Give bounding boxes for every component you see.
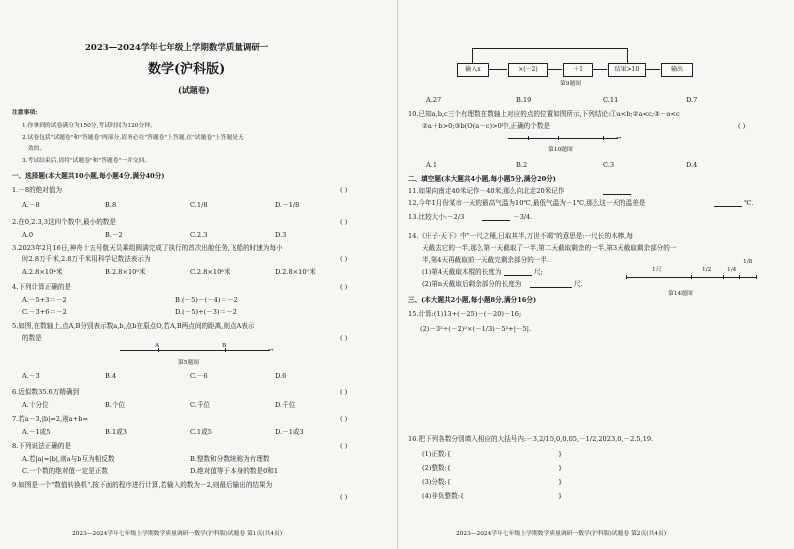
q16-close-1: } [558, 450, 563, 458]
section-3-heading: 三、(本大题共2小题,每小题8分,满分16分) [408, 296, 537, 304]
q9-opt-b: B.19 [516, 96, 532, 104]
q12-blank [714, 200, 742, 207]
flow-add-box: ＋1 [563, 63, 593, 77]
q2-opt-d: D.3 [275, 231, 287, 239]
q11-blank [603, 188, 631, 195]
q8-opt-a: A.若|a|=|b|,则a与b互为相反数 [22, 455, 115, 463]
q1-opt-a: A.－8 [22, 201, 40, 209]
q14-figure-caption: 第14题图 [668, 291, 693, 297]
q10-opt-b: B.2 [516, 161, 528, 169]
q14-stem-1: 14.《庄子·天下》中"一尺之棰,日取其半,万世不竭"的意思是:一尺长的木棒,每 [408, 232, 633, 240]
right-page: 输入x ×(－2) ＋1 结果>10 输出 第9题图 A.27 B.19 C.11 D.7 10.已知a,b,c三个有理数在数轴上对应的点的位置如图所示,下列结论:①a<b;②a<c;③－a<c ②a＋b>0;③b(O(a－c)>0中,正确的个数是 ( ) → 第10题图 A.1 B.2 C.3 D.4 二、填空题(本大题共4小题,每小题5分,满分20分) 11.如果向南走40米记作－40米,那么向北走20米记作 12.今年1月份某市一天的最高气温为10℃,最低气温为－1℃,那么这一天的温差是 ℃. 13.比较大小:－2/3 －3/4. 14.《庄子·天下》中"一尺之棰,日取其半,万世不竭"的意思是:一尺长的木棒,每 天截去它的一半,那么第一天截取了一半,第二天截取剩余的一半,第3天截取剩余部分的一 半,第4天再截取前一天截完剩余部分的一半. (1)第4天截取木棍的长度为 尺; (2)第n天截取后剩余部分的长度为 尺. 1尺 1/2 1/4 1/8 第14题图 三、(本大题共2小题,每小题8分,满分16分) 15.计算:(1)13+(－25)－(－20)－16; (2)－3²÷(－2)²×(－1/3)－5²+|－5|. 16.把下列各数分别填入相应的大括号内:－3,2/15,0,0.05,－1/2,2023,0,－2.5,19. (1)正数:{ } (2)整数:{ } (3)分数:{ } (4)非负整数:{ } 2023—2024学年七年级上学期数学质量调研一数学(沪科版)试题卷 第2页(共4页) [397, 0, 794, 549]
subject-title: 数学(沪科版) [148, 62, 226, 77]
q5-opt-c: C.－6 [190, 372, 208, 380]
q10-stem-2: ②a＋b>0;③b(O(a－c)>0中,正确的个数是 [422, 122, 551, 130]
q9-stem: 9.如图是一个"数值转换机",按下面的程序进行计算,若输入的数为－2,则最后输出的结果为 [12, 481, 273, 489]
q11-stem: 11.如果向南走40米记作－40米,那么向北走20米记作 [408, 187, 565, 195]
q4-opt-a: A.－5+3＝－2 [22, 296, 67, 304]
q9-opt-a: A.27 [426, 96, 442, 104]
q8-stem: 8.下列说法正确的是 [12, 442, 72, 450]
q14-part-2: (2)第n天截取后剩余部分的长度为 [422, 280, 522, 288]
q1-stem: 1.－8的绝对值为 [12, 186, 63, 194]
right-footer: 2023—2024学年七年级上学期数学质量调研一数学(沪科版)试题卷 第2页(共4页) [456, 531, 667, 537]
q10-opt-c: C.3 [603, 161, 615, 169]
q16-item-integer: (2)整数:{ [422, 464, 451, 472]
q6-paren: ( ) [340, 388, 348, 396]
q5-opt-d: D.6 [275, 372, 287, 380]
q13-stem: 13.比较大小:－2/3 [408, 213, 465, 221]
q3-opt-b: B.2.8×10⁵米 [105, 268, 146, 276]
q3-stem-2: 时2.8万千米,2.8万千米用科学记数法表示为 [22, 255, 151, 263]
paper-label: (试题卷) [178, 85, 210, 95]
q9-opt-d: D.7 [686, 96, 698, 104]
flow-input-box: 输入x [457, 63, 489, 77]
q8-opt-b: B.整数和分数统称为有理数 [190, 455, 270, 463]
q14-part-1-unit: 尺; [534, 268, 543, 276]
q16-item-nonneg-integer: (4)非负整数:{ [422, 492, 465, 500]
q7-stem: 7.若a－3,|b|=2,则a+b= [12, 415, 88, 423]
q1-paren: ( ) [340, 186, 348, 194]
flow-condition-box: 结果>10 [608, 63, 646, 77]
q8-opt-d: D.绝对值等于本身的数是0和1 [190, 467, 279, 475]
left-footer: 2023—2024学年七年级上学期数学质量调研一数学(沪科版)试题卷 第1页(共4页) [72, 531, 283, 537]
q6-opt-d: D.千位 [275, 401, 296, 409]
section-2-heading: 二、填空题(本大题共4小题,每小题5分,满分20分) [408, 175, 556, 183]
q6-opt-c: C.千位 [190, 401, 211, 409]
q14-label-3: 1/4 [727, 267, 737, 273]
note-1: 1.你拿到的试卷满分为150分,考试时间为120分钟。 [22, 123, 156, 129]
q9-paren: ( ) [340, 493, 348, 501]
q5-stem-2: 的数是 [22, 334, 42, 342]
q5-opt-a: A.－3 [22, 372, 40, 380]
q1-opt-c: C.1/8 [190, 201, 208, 209]
exam-title: 2023—2024学年七年级上学期数学质量调研一 [85, 43, 269, 53]
q16-item-positive: (1)正数:{ [422, 450, 451, 458]
q2-opt-c: C.2.3 [190, 231, 208, 239]
q14-blank-1 [504, 269, 532, 276]
q10-figure-caption: 第10题图 [548, 147, 573, 153]
note-3: 3.考试结束后,请将"试题卷"和"答题卷"一并交回。 [22, 158, 151, 164]
q4-opt-d: D.(－5)+(－3)＝－2 [175, 308, 237, 316]
q2-stem: 2.在0,2.3,3这四个数中,最小的数是 [12, 218, 116, 226]
q9-figure-caption: 第9题图 [560, 81, 582, 87]
q4-stem: 4.下列计算正确的是 [12, 283, 72, 291]
flow-multiply-box: ×(－2) [508, 63, 548, 77]
q14-label-2: 1/2 [702, 267, 712, 273]
q6-stem: 6.近似数35.6万精确到 [12, 388, 80, 396]
q1-opt-d: D.－1/8 [275, 201, 300, 209]
q5-paren: ( ) [340, 334, 348, 342]
q10-stem-1: 10.已知a,b,c三个有理数在数轴上对应的点的位置如图所示,下列结论:①a<b;②a<c;③－a<c [408, 110, 680, 118]
q5-stem-1: 5.如图,在数轴上,点A,B分别表示数a,b,点b在原点O,若A,B两点间的距离,则点A表示 [12, 322, 255, 330]
q15-part-1: 15.计算:(1)13+(－25)－(－20)－16; [408, 310, 522, 318]
q14-label-4: 1/8 [743, 259, 753, 265]
q4-opt-b: B.(－5)－(－4)＝－2 [175, 296, 238, 304]
q7-paren: ( ) [340, 415, 348, 423]
q8-opt-c: C.一个数的绝对值一定是正数 [22, 467, 109, 475]
q2-opt-b: B.－2 [105, 231, 123, 239]
q14-stem-2: 天截去它的一半,那么第一天截取了一半,第二天截取剩余的一半,第3天截取剩余部分的一 [422, 244, 677, 252]
q7-opt-d: D.－1或3 [275, 428, 304, 436]
q3-opt-c: C.2.8×10⁶米 [190, 268, 231, 276]
q7-opt-b: B.1或3 [105, 428, 127, 436]
q16-close-4: } [558, 492, 563, 500]
notes-heading: 注意事项: [12, 110, 38, 116]
q10-opt-a: A.1 [426, 161, 438, 169]
flow-output-box: 输出 [661, 63, 693, 77]
q3-stem-1: 3.2023年2月16日,神舟十五号航天员乘组圆满完成了执行的首次出舱任务,飞船的时速为每小 [12, 244, 283, 252]
q16-close-3: } [558, 478, 563, 486]
q3-opt-d: D.2.8×10⁷米 [275, 268, 316, 276]
q8-paren: ( ) [340, 442, 348, 450]
q13-blank [482, 214, 510, 221]
q5-opt-b: B.4 [105, 372, 117, 380]
q16-stem: 16.把下列各数分别填入相应的大括号内:－3,2/15,0,0.05,－1/2,2023,0,－2.5,19. [408, 435, 654, 443]
note-2b: 效的。 [28, 146, 46, 152]
q2-opt-a: A.0 [22, 231, 34, 239]
q3-opt-a: A.2.8×10⁴米 [22, 268, 63, 276]
q4-opt-c: C.－3+6＝－2 [22, 308, 67, 316]
q1-opt-b: B.8 [105, 201, 117, 209]
q10-opt-d: D.4 [686, 161, 698, 169]
q12-stem: 12.今年1月份某市一天的最高气温为10℃,最低气温为－1℃,那么这一天的温差是 [408, 199, 646, 207]
q13-tail: －3/4. [513, 213, 533, 221]
section-1-heading: 一、选择题(本大题共10小题,每小题4分,满分40分) [12, 172, 165, 180]
note-2: 2.试卷包括"试题卷"和"答题卷"两部分,请务必在"答题卷"上答题,在"试题卷"上答题是无 [22, 135, 244, 141]
q7-opt-a: A.－1或5 [22, 428, 51, 436]
q6-opt-a: A.十分位 [22, 401, 49, 409]
q16-item-fraction: (3)分数:{ [422, 478, 451, 486]
q15-part-2: (2)－3²÷(－2)²×(－1/3)－5²+|－5|. [420, 325, 532, 333]
q12-unit: ℃. [744, 199, 754, 207]
q10-paren: ( ) [738, 122, 746, 130]
q14-label-1: 1尺 [652, 267, 662, 273]
q7-opt-c: C.1或5 [190, 428, 212, 436]
q14-blank-2 [530, 281, 572, 288]
left-page: 2023—2024学年七年级上学期数学质量调研一 数学(沪科版) (试题卷) 注意事项: 1.你拿到的试卷满分为150分,考试时间为120分钟。 2.试卷包括"试题卷"和"答题卷"两部分,请务必在"答题卷"上答题,在"试题卷"上答题是无 效的。 3.考试结束后,请将"试题卷"和"答题卷"一并交回。 一、选择题(本大题共10小题,每小题4分,满分40分) 1.－8的绝对值为 ( ) A.－8 B.8 C.1/8 D.－1/8 2.在0,2.3,3这四个数中,最小的数是 ( ) A.0 B.－2 C.2.3 D.3 3.2023年2月16日,神舟十五号航天员乘组圆满完成了执行的首次出舱任务,飞船的时速为每小 时2.8万千米,2.8万千米用科学记数法表示为 ( ) A.2.8×10⁴米 B.2.8×10⁵米 C.2.8×10⁶米 D.2.8×10⁷米 4.下列计算正确的是 ( ) A.－5+3＝－2 B.(－5)－(－4)＝－2 C.－3+6＝－2 D.(－5)+(－3)＝－2 5.如图,在数轴上,点A,B分别表示数a,b,点b在原点O,若A,B两点间的距离,则点A表示 的数是 ( ) → A B 第5题图 A.－3 B.4 C.－6 D.6 6.近似数35.6万精确到 ( ) A.十分位 B.个位 C.千位 D.千位 7.若a－3,|b|=2,则a+b= ( ) A.－1或5 B.1或3 C.1或5 D.－1或3 8.下列说法正确的是 ( ) A.若|a|=|b|,则a与b互为相反数 B.整数和分数统称为有理数 C.一个数的绝对值一定是正数 D.绝对值等于本身的数是0和1 9.如图是一个"数值转换机",按下面的程序进行计算,若输入的数为－2,则最后输出的结果为 ( ) 2023—2024学年七年级上学期数学质量调研一数学(沪科版)试题卷 第1页(共4页) [0, 0, 397, 549]
q2-paren: ( ) [340, 218, 348, 226]
q14-stem-3: 半,第4天再截取前一天截完剩余部分的一半. [422, 256, 550, 264]
q14-part-1: (1)第4天截取木棍的长度为 [422, 268, 502, 276]
q3-paren: ( ) [340, 255, 348, 263]
q9-opt-c: C.11 [603, 96, 619, 104]
q5-figure-caption: 第5题图 [178, 360, 200, 366]
q16-close-2: } [558, 464, 563, 472]
q4-paren: ( ) [340, 283, 348, 291]
q14-part-2-unit: 尺. [574, 280, 583, 288]
q6-opt-b: B.个位 [105, 401, 126, 409]
